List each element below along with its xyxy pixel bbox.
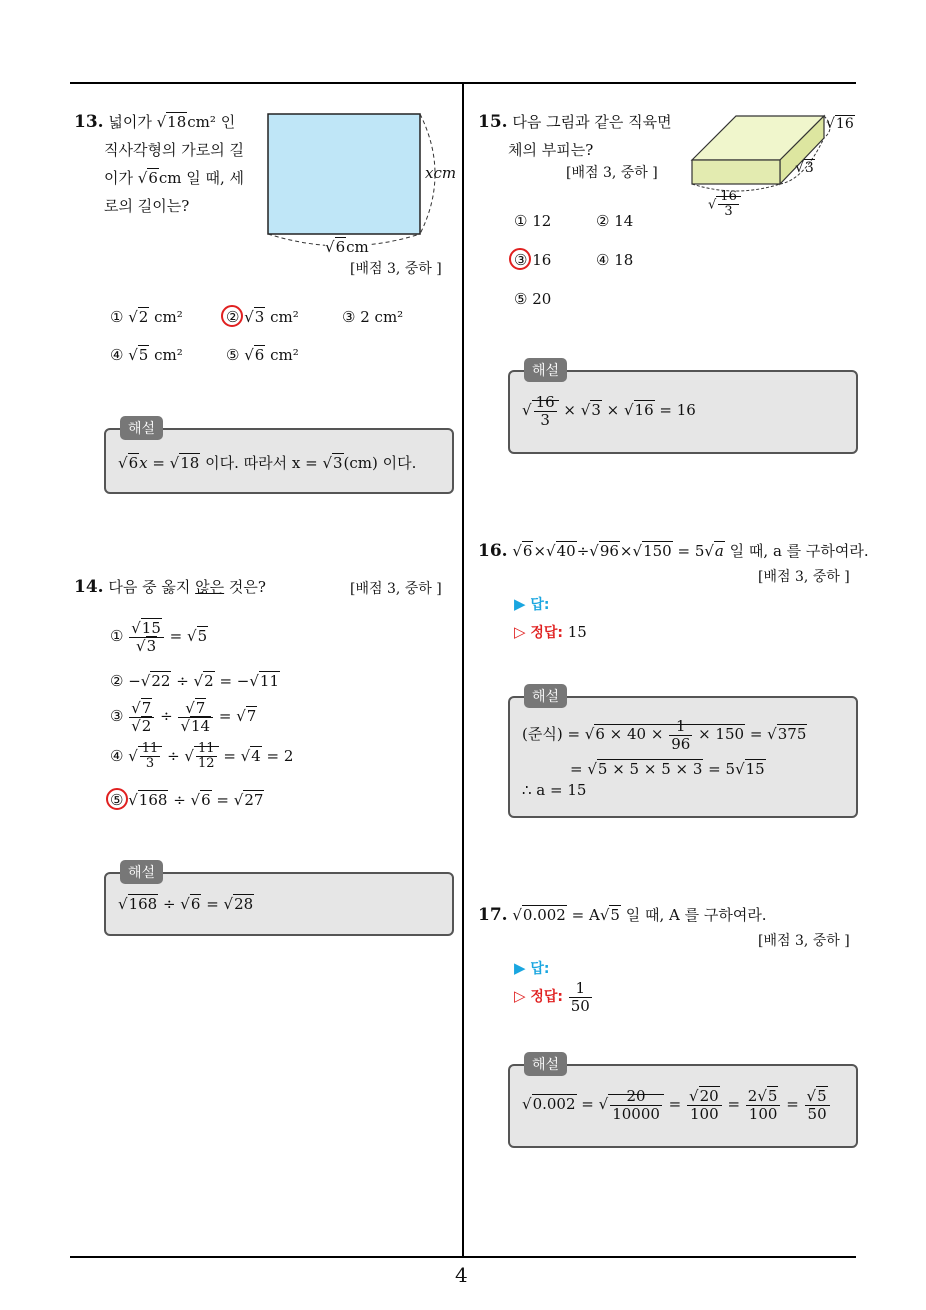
q13-text-l4: 로의 길이는? bbox=[104, 197, 190, 215]
triangle-icon: ▷ bbox=[514, 987, 526, 1005]
q13-solution-text: √6x = √18 이다. 따라서 x = √3(cm) 이다. bbox=[118, 454, 417, 472]
q16-solution-box bbox=[508, 696, 858, 818]
q13-width: 6 bbox=[148, 169, 158, 187]
q15-choice-2[interactable]: ② 14 bbox=[596, 212, 634, 230]
q16-meta: [배점 3, 중하 ] bbox=[758, 569, 850, 585]
q13-choice-3[interactable]: ③ 2 cm² bbox=[342, 308, 404, 326]
q13-choice-2[interactable]: ② √3 cm² bbox=[226, 308, 299, 326]
q13-question: 13. 넓이가 √18cm² 인 직사각형의 가로의 길 이가 √6cm 일 때, 세 로의 길이는? bbox=[74, 108, 254, 220]
q17-correct-row: ▷ 정답: $\frac{1}{50}$ bbox=[514, 979, 590, 1015]
q13-text-l2: 직사각형의 가로의 길 bbox=[104, 141, 244, 159]
q16-solution-l1: (준식) = √6 × 40 × $\frac{1}{96}$ × 150 = √375 bbox=[522, 717, 807, 753]
q15-cuboid-figure bbox=[686, 108, 836, 198]
q16-answer-row[interactable]: ▶ 답: bbox=[514, 595, 550, 613]
q15-choice-4[interactable]: ④ 18 bbox=[596, 251, 634, 269]
q15-fig-right-label: √3 bbox=[795, 160, 814, 176]
q16-question: 16. √6×√40÷√96×√150 = 5√a 일 때, a 를 구하여라. bbox=[478, 541, 869, 561]
q17-answer-row[interactable]: ▶ 답: bbox=[514, 959, 550, 977]
triangle-icon: ▷ bbox=[514, 623, 526, 641]
q15-fig-front-label: √ $\frac{16}{3}$ bbox=[708, 190, 741, 220]
q13-meta: [배점 3, 중하 ] bbox=[350, 261, 442, 277]
q15-choice-5[interactable]: ⑤ 20 bbox=[514, 290, 552, 308]
q13-text: 넓이가 bbox=[108, 113, 152, 131]
q13-solution-title: 해설 bbox=[120, 416, 163, 440]
q13-answer-mark bbox=[221, 305, 243, 327]
q14-solution-title: 해설 bbox=[120, 860, 163, 884]
q14-solution-text: √168 ÷ √6 = √28 bbox=[118, 895, 254, 913]
q15-question: 15. 다음 그림과 같은 직육면 체의 부피는? bbox=[478, 112, 672, 159]
q17-solution-text: √0.002 = √ $\frac{20}{10000}$ = $\frac{√20}{100}$ = $\frac{2√5}{100}$ = $\frac{√5}{50}$ bbox=[522, 1088, 831, 1122]
q16-solution-title: 해설 bbox=[524, 684, 567, 708]
q16-solution-l2: = √5 × 5 × 5 × 3 = 5√15 bbox=[570, 760, 765, 778]
q14-choice-5[interactable]: ⑤ √168 ÷ √6 = √27 bbox=[110, 791, 264, 809]
q14-choice-3[interactable]: ③ $\frac{√7}{√2}$ ÷ $\frac{√7}{√14}$ = √7 bbox=[110, 699, 257, 735]
play-icon: ▶ bbox=[514, 595, 526, 613]
q15-fig-top-label: √16 bbox=[826, 116, 854, 132]
q17-solution-title: 해설 bbox=[524, 1052, 567, 1076]
q15-meta: [배점 3, 중하 ] bbox=[566, 165, 658, 181]
q14-answer-mark bbox=[106, 788, 128, 810]
column-divider bbox=[462, 82, 464, 1257]
q13-side-label: xcm bbox=[425, 164, 457, 182]
q14-choice-2[interactable]: ② −√22 ÷ √2 = −√11 bbox=[110, 672, 279, 690]
play-icon: ▶ bbox=[514, 959, 526, 977]
q17-meta: [배점 3, 중하 ] bbox=[758, 933, 850, 949]
q13-rectangle-figure bbox=[260, 108, 460, 258]
q15-choice-1[interactable]: ① 12 bbox=[514, 212, 552, 230]
q14-choice-1[interactable]: ① $\frac{√15}{√3}$ = √5 bbox=[110, 619, 208, 655]
q13-choice-1[interactable]: ① √2 cm² bbox=[110, 308, 183, 326]
q14-choice-4[interactable]: ④ √ $\frac{11}{3}$ ÷ √ $\frac{11}{12}$ = √4 = 2 bbox=[110, 741, 294, 772]
q14-question: 14. 다음 중 옳지 않은 것은? bbox=[74, 577, 266, 597]
q13-text-b: 인 bbox=[220, 113, 236, 131]
q16-correct-row: ▷ 정답: 15 bbox=[514, 623, 587, 641]
q13-text-l3b: cm 일 때, 세 bbox=[158, 169, 245, 187]
q15-solution-text: √ $\frac{16}{3}$ × √3 × √16 = 16 bbox=[522, 393, 696, 429]
page-number: 4 bbox=[455, 1263, 468, 1287]
q16-solution-l3: ∴ a = 15 bbox=[522, 781, 587, 799]
q14-meta: [배점 3, 중하 ] bbox=[350, 581, 442, 597]
q15-solution-title: 해설 bbox=[524, 358, 567, 382]
q15-answer-mark bbox=[509, 248, 531, 270]
q13-choice-4[interactable]: ④ √5 cm² bbox=[110, 346, 183, 364]
q13-area-unit: cm² bbox=[187, 113, 216, 131]
q13-area: 18 bbox=[167, 113, 187, 131]
q13-bottom-label: √6cm bbox=[325, 238, 369, 256]
q17-question: 17. √0.002 = A√5 일 때, A 를 구하여라. bbox=[478, 905, 767, 925]
bottom-rule bbox=[70, 1256, 856, 1258]
q13-number: 13. bbox=[74, 112, 104, 132]
q13-choice-5[interactable]: ⑤ √6 cm² bbox=[226, 346, 299, 364]
q15-choice-3[interactable]: ③ 16 bbox=[514, 251, 552, 269]
q13-text-l3a: 이가 bbox=[104, 169, 133, 187]
